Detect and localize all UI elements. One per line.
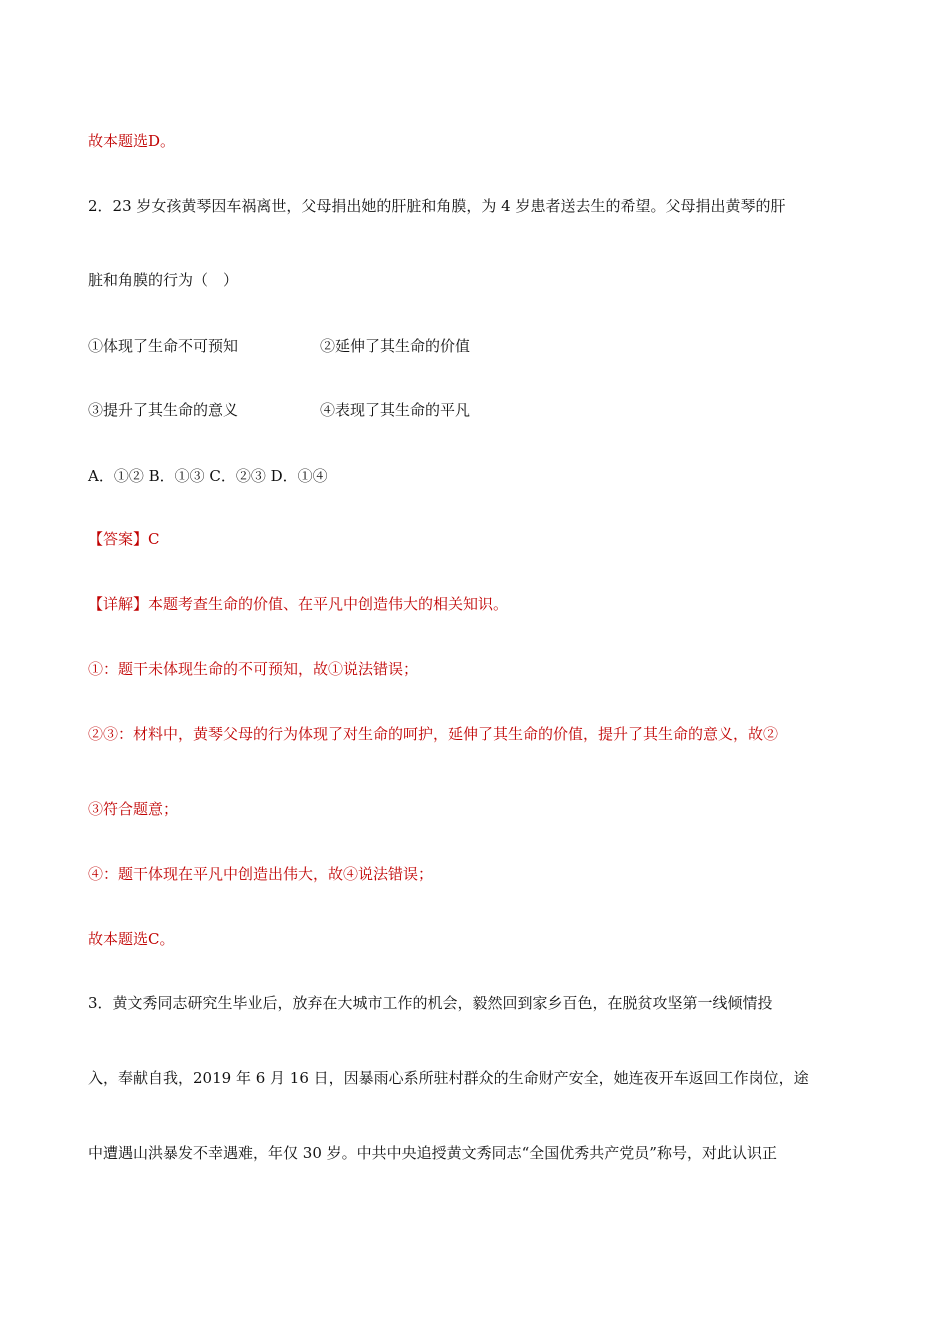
q2-analysis-3: ④：题干体现在平凡中创造出伟大，故④说法错误； (88, 865, 434, 883)
q3-stem-line-1: 3．黄文秀同志研究生毕业后，放弃在大城市工作的机会，毅然回到家乡百色，在脱贫攻坚第一线倾情投 (88, 994, 773, 1012)
q2-stem-line-1: 2．23 岁女孩黄琴因车祸离世，父母捐出她的肝脏和角膜，为 4 岁患者送去生的希望。父母捐出黄琴的肝 (88, 197, 786, 215)
q2-answer (88, 529, 160, 549)
q2-options-row-1 (88, 336, 588, 356)
detail-label: 【详解】 (88, 595, 149, 613)
q2-detail (88, 594, 508, 614)
q3-stem-line-2: 入，奉献自我，2019 年 6 月 16 日，因暴雨心系所驻村群众的生命财产安全，她连夜开车返回工作岗位，途 (88, 1069, 809, 1087)
q2-option-4: ④表现了其生命的平凡 (320, 401, 471, 419)
q2-analysis-2-line-2: ③符合题意； (88, 800, 179, 818)
q2-choices: A．①② B．①③ C．②③ D．①④ (88, 467, 328, 485)
q2-conclusion: 故本题选C。 (88, 930, 175, 948)
q1-conclusion: 故本题选D。 (88, 132, 176, 150)
q2-options-row-2 (88, 400, 588, 420)
q2-analysis-2-line-1: ②③：材料中，黄琴父母的行为体现了对生命的呵护，延伸了其生命的价值，提升了其生命的意义，故② (88, 725, 779, 743)
detail-text: 本题考查生命的价值、在平凡中创造伟大的相关知识。 (148, 595, 509, 613)
q2-option-2: ②延伸了其生命的价值 (320, 337, 471, 355)
answer-value: C (148, 530, 160, 548)
q3-stem-line-3: 中遭遇山洪暴发不幸遇难，年仅 30 岁。中共中央追授黄文秀同志“全国优秀共产党员”称号，对此认识正 (88, 1144, 777, 1162)
q2-option-1: ①体现了生命不可预知 (88, 337, 239, 355)
answer-label: 【答案】 (88, 530, 149, 548)
q2-stem-line-2: 脏和角膜的行为（ ） (88, 271, 239, 289)
q2-analysis-1: ①：题干未体现生命的不可预知，故①说法错误； (88, 660, 419, 678)
q2-option-3: ③提升了其生命的意义 (88, 401, 239, 419)
